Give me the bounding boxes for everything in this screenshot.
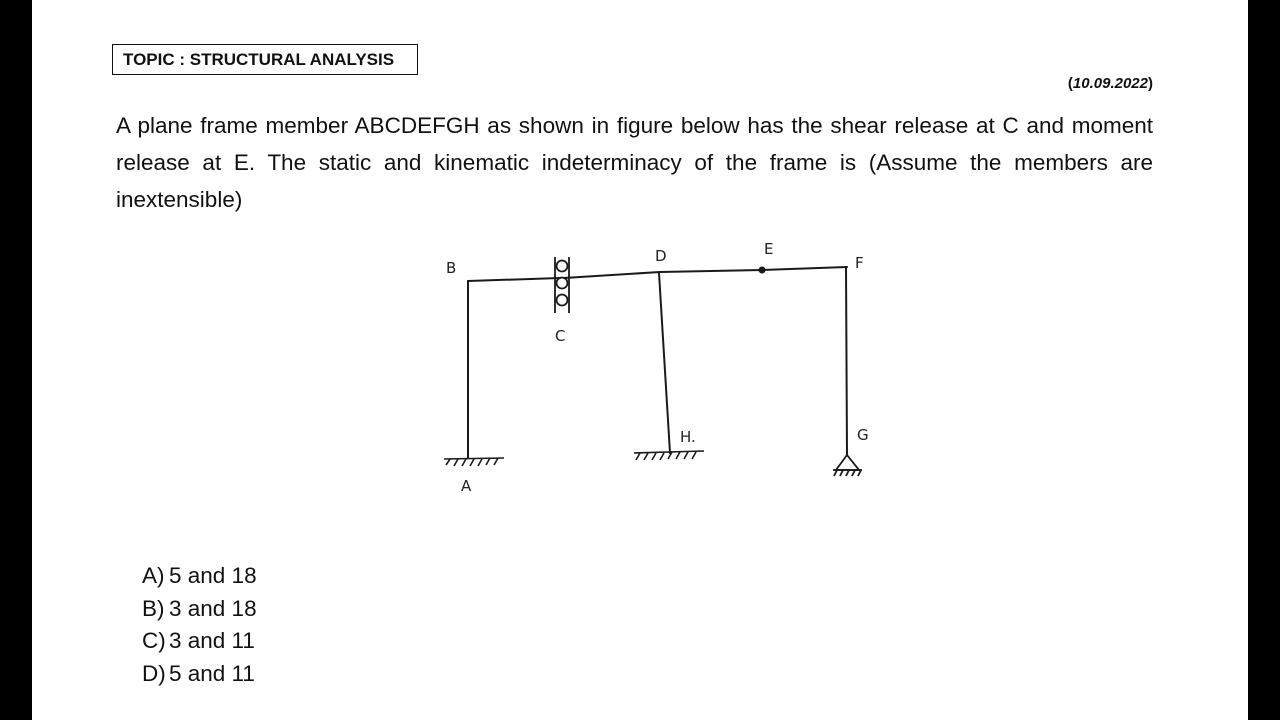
option-text: 5 and 18	[169, 563, 257, 588]
frame-figure	[352, 225, 952, 515]
label-f: F	[855, 254, 864, 272]
member-bc	[468, 278, 560, 281]
member-fg	[846, 267, 847, 455]
document-page	[32, 0, 1248, 720]
option-letter: A)	[142, 563, 165, 588]
date-value: 10.09.2022	[1072, 75, 1148, 92]
label-a: A	[461, 477, 472, 495]
option-c[interactable]	[142, 625, 257, 658]
label-h: H.	[680, 428, 696, 446]
label-d: D	[655, 247, 667, 265]
option-letter: D)	[142, 660, 166, 686]
question-text: A plane frame member ABCDEFGH as shown in figure below has the shear release at C and moment release at E. The static and kinematic indeterminacy of the frame is (Assume the members are inextensible)	[116, 113, 1153, 212]
option-d[interactable]	[142, 658, 257, 691]
option-text: 3 and 11	[169, 628, 255, 653]
member-dh	[659, 273, 670, 453]
label-b: B	[446, 259, 457, 277]
option-text: 3 and 18	[169, 595, 257, 621]
fixed-support-h	[634, 451, 704, 460]
label-g: G	[857, 426, 869, 444]
option-text: 5 and 11	[169, 660, 255, 686]
date-stamp: (10.09.2022)	[1067, 75, 1153, 92]
label-e: E	[764, 240, 774, 258]
shear-release-c	[555, 257, 569, 313]
option-letter: B)	[142, 595, 165, 621]
moment-release-e	[759, 267, 766, 274]
member-cf	[564, 272, 660, 278]
answer-options	[142, 560, 257, 690]
pinned-support-g	[833, 455, 862, 476]
option-b[interactable]	[142, 593, 257, 626]
label-c: C	[555, 327, 566, 345]
fixed-support-a	[444, 458, 504, 466]
topic-heading: TOPIC : STRUCTURAL ANALYSIS	[112, 44, 418, 75]
option-a[interactable]	[142, 560, 257, 593]
option-letter: C)	[142, 628, 166, 653]
